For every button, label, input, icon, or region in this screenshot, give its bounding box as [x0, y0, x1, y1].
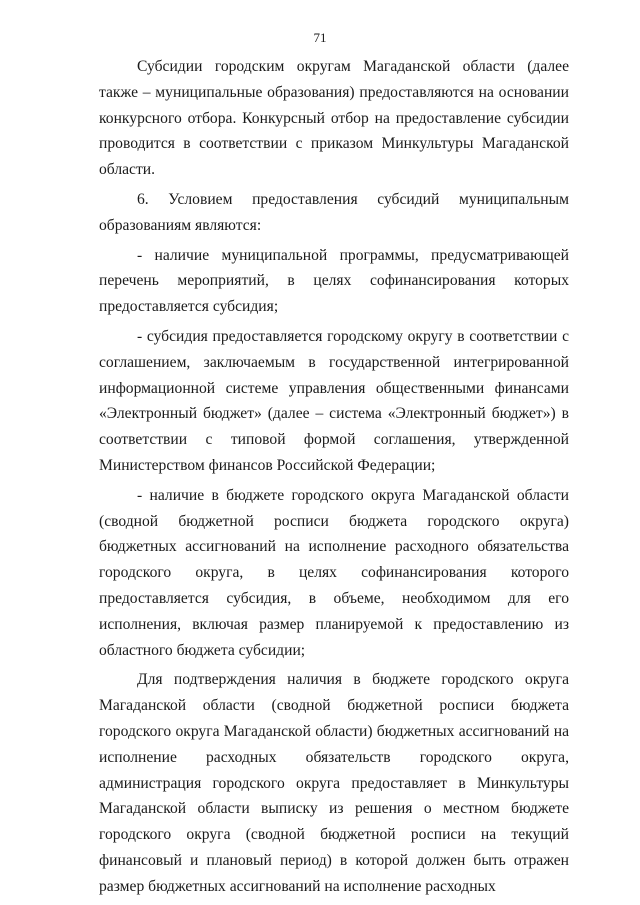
- document-body: [99, 54, 569, 904]
- page-number: 71: [313, 30, 327, 45]
- paragraph-subsidy-basis: Субсидии городским округам Магаданской области (далее также – муниципальные образования) предоставляются на основании конкурсного отбора. Конкурсный отбор на предоставление субсидии проводится в соответствии с приказом Минкультуры Магаданской области.: [99, 58, 569, 179]
- paragraph-conditions-heading: 6. Условием предоставления субсидий муниципальным образованиям являются:: [99, 190, 569, 234]
- paragraph-budget-allocations: - наличие в бюджете городского округа Магаданской области (сводной бюджетной росписи бюджета городского округа) бюджетных ассигнований на исполнение расходного обязательства городского округа, в целях софинансирования которого предоставляется субсидия, в объеме, необходимом для его исполнения, включая размер планируемой к предоставлению из областного бюджета субсидии;: [99, 486, 569, 659]
- paragraph-agreement: - субсидия предоставляется городскому округу в соответствии с соглашением, заключаемым в государственной интегрированной информационной системе управления общественными финансами «Электронный бюджет» (далее – система «Электронный бюджет») в соответствии с типовой формой соглашения, утвержденной Министерством финансов Российской Федерации;: [99, 327, 569, 474]
- paragraph-confirmation: Для подтверждения наличия в бюджете городского округа Магаданской области (сводной бюджетной росписи бюджета городского округа Магаданской области) бюджетных ассигнований на исполнение расходных обязательств городского округа, администрация городского округа предоставляет в Минкультуры Магаданской области выписку из решения о местном бюджете городского округа (сводной бюджетной росписи на текущий финансовый и плановый период) в которой должен быть отражен размер бюджетных ассигнований на исполнение расходных: [99, 671, 569, 895]
- paragraph-municipal-program: - наличие муниципальной программы, предусматривающей перечень мероприятий, в целях софинансирования которых предоставляется субсидия;: [99, 246, 569, 316]
